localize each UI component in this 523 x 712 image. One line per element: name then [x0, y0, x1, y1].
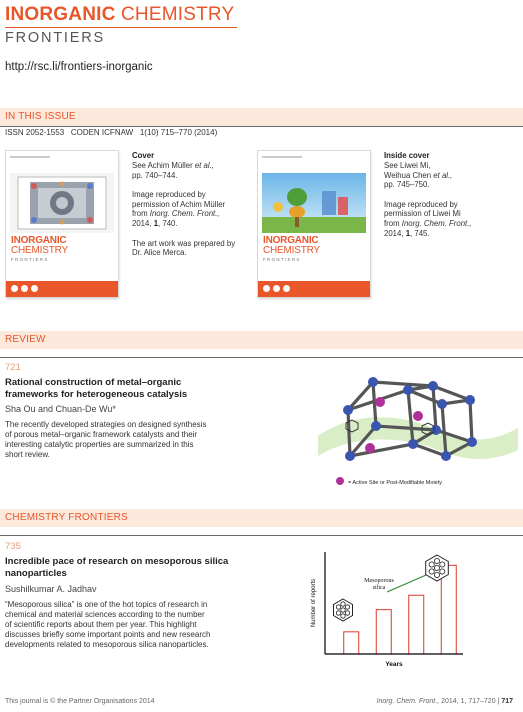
- section-bar-in-this-issue: [0, 108, 523, 126]
- cover-footer-band: [6, 281, 118, 297]
- inside-cover-thumbnail[interactable]: [258, 151, 370, 297]
- section-title-review: REVIEW: [5, 334, 46, 345]
- partner-logo-icon: [31, 285, 38, 292]
- chart-bar: [441, 565, 456, 654]
- header-rule: [5, 27, 237, 28]
- cover-title-light: CHEMISTRY: [11, 245, 68, 256]
- footer-citation: Inorg. Chem. Front., 2014, 1, 717–720 | 717: [376, 698, 513, 705]
- chart-annotation-line1: Mesoporous: [364, 578, 394, 584]
- article-page-number: 735: [5, 541, 21, 552]
- section-bar-review: [0, 331, 523, 349]
- cover-title-bold: INORGANIC: [263, 235, 319, 246]
- inside-cover-art-image: [262, 173, 366, 233]
- mof-framework-graphic: [318, 368, 518, 492]
- article-page-number: 721: [5, 362, 21, 373]
- article-authors: Sha Ou and Chuan-De Wu*: [5, 404, 116, 414]
- publisher-logo-icon: [263, 285, 270, 292]
- section-bar-chemistry-frontiers: [0, 509, 523, 527]
- society-logo-icon: [273, 285, 280, 292]
- chart-x-label: Years: [385, 661, 403, 668]
- cover-subtitle: FRONTIERS: [11, 257, 49, 262]
- chart-annotation-line2: silica: [372, 585, 386, 591]
- issue-info: ISSN 2052-1553 CODEN ICFNAW 1(10) 715–770 (2014): [5, 128, 218, 137]
- chart-y-label: Number of reports: [311, 578, 317, 628]
- society-logo-icon: [21, 285, 28, 292]
- journal-title-light: CHEMISTRY: [121, 4, 235, 25]
- partner-logo-icon: [283, 285, 290, 292]
- section-title-chemistry-frontiers: CHEMISTRY FRONTIERS: [5, 512, 128, 523]
- cover-caption-heading: Cover: [132, 151, 155, 160]
- footer-page-number: 717: [501, 698, 513, 705]
- cover-subtitle: FRONTIERS: [263, 257, 301, 262]
- section-rule: [0, 535, 523, 536]
- chart-bar: [344, 632, 359, 654]
- cover-footer-band: [258, 281, 370, 297]
- section-title-in-this-issue: IN THIS ISSUE: [5, 111, 76, 122]
- publisher-logo-icon: [11, 285, 18, 292]
- article-title-link[interactable]: Incredible pace of research on mesoporous silica nanoparticles: [5, 556, 229, 579]
- figure-legend: = Active Site or Post-Modifiable Moiety: [348, 480, 442, 486]
- cover-thumbnail[interactable]: [6, 151, 118, 297]
- cover-title-light: CHEMISTRY: [263, 245, 320, 256]
- cover-title-bold: INORGANIC: [11, 235, 67, 246]
- cover-art-image: [10, 173, 114, 233]
- journal-title-bold: INORGANIC: [5, 4, 116, 25]
- inside-cover-caption-heading: Inside cover: [384, 151, 430, 160]
- article-authors: Sushilkumar A. Jadhav: [5, 584, 97, 594]
- mesoporous-particle-icon: [334, 599, 353, 621]
- chart-bar: [376, 610, 391, 654]
- cover-caption: Cover See Achim Müller et al., pp. 740–744. Image reproduced by permission of Achim Müller from Inorg. Chem. Front., 2014, 1, 740. The art work was prepared by Dr. Alice Merca.: [132, 151, 236, 258]
- journal-subtitle: FRONTIERS: [5, 30, 105, 46]
- section-rule: [0, 357, 523, 358]
- footer-copyright: This journal is © the Partner Organisations 2014: [5, 698, 155, 705]
- article-abstract: “Mesoporous silica” is one of the hot topics of research in chemical and material sciences according to the number of scientific reports about them per year. This highlight discusses briefly some important points and new research developments related to mesoporous silica nanoparticles.: [5, 600, 211, 649]
- journal-title: [5, 4, 234, 26]
- article-abstract: The recently developed strategies on designed synthesis of porous metal–organic framework catalysts and their interesting catalytic properties are summarized in this short review.: [5, 420, 207, 459]
- inside-cover-caption: Inside cover See Liwei Mi, Weihua Chen et al., pp. 745–750. Image reproduced by permission of Liwei Mi from Inorg. Chem. Front., 2014, 1, 745.: [384, 151, 472, 239]
- section-rule: [0, 126, 523, 127]
- journal-url-link[interactable]: http://rsc.li/frontiers-inorganic: [5, 61, 153, 73]
- article-title-link[interactable]: Rational construction of metal–organic frameworks for heterogeneous catalysis: [5, 377, 188, 400]
- chart-bar: [409, 595, 424, 654]
- reports-bar-chart: [305, 548, 470, 670]
